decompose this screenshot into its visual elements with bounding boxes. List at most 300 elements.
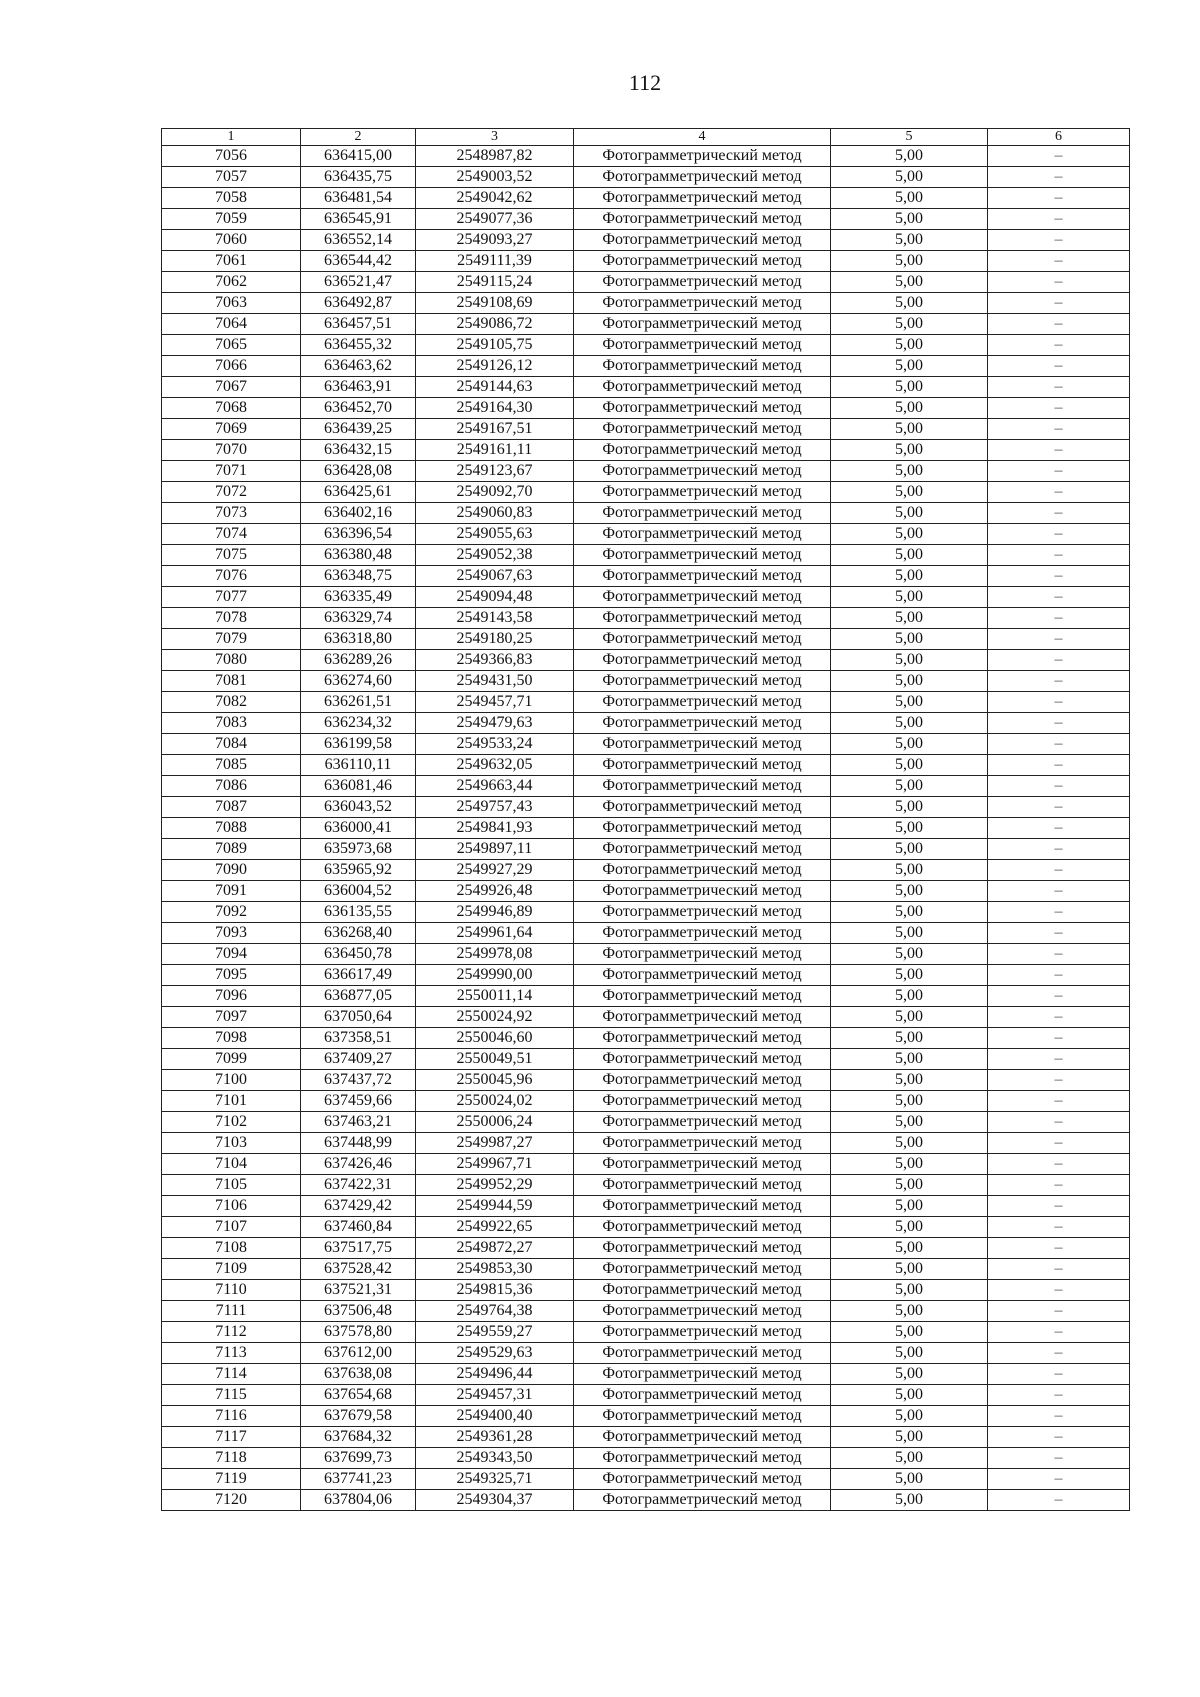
- x-coordinate-cell: 636234,32: [301, 713, 416, 734]
- column-header: 6: [988, 129, 1130, 146]
- point-number-cell: 7104: [162, 1154, 301, 1175]
- table-row: [162, 713, 1130, 734]
- note-cell: –: [988, 734, 1130, 755]
- accuracy-cell: 5,00: [831, 881, 988, 902]
- point-number-cell: 7093: [162, 923, 301, 944]
- note-cell: –: [988, 1301, 1130, 1322]
- point-number-cell: 7069: [162, 419, 301, 440]
- table-row: [162, 629, 1130, 650]
- x-coordinate-cell: 636135,55: [301, 902, 416, 923]
- method-cell: Фотограмметрический метод: [574, 1280, 831, 1301]
- table-row: [162, 566, 1130, 587]
- point-number-cell: 7067: [162, 377, 301, 398]
- note-cell: –: [988, 1343, 1130, 1364]
- method-cell: Фотограмметрический метод: [574, 482, 831, 503]
- method-cell: Фотограмметрический метод: [574, 146, 831, 167]
- y-coordinate-cell: 2549431,50: [416, 671, 574, 692]
- x-coordinate-cell: 637429,42: [301, 1196, 416, 1217]
- x-coordinate-cell: 637422,31: [301, 1175, 416, 1196]
- accuracy-cell: 5,00: [831, 440, 988, 461]
- table-row: [162, 1028, 1130, 1049]
- y-coordinate-cell: 2549343,50: [416, 1448, 574, 1469]
- point-number-cell: 7120: [162, 1490, 301, 1511]
- x-coordinate-cell: 636463,91: [301, 377, 416, 398]
- method-cell: Фотограмметрический метод: [574, 1469, 831, 1490]
- method-cell: Фотограмметрический метод: [574, 1343, 831, 1364]
- y-coordinate-cell: 2550011,14: [416, 986, 574, 1007]
- column-header: 5: [831, 129, 988, 146]
- y-coordinate-cell: 2549457,71: [416, 692, 574, 713]
- accuracy-cell: 5,00: [831, 398, 988, 419]
- accuracy-cell: 5,00: [831, 503, 988, 524]
- x-coordinate-cell: 636289,26: [301, 650, 416, 671]
- x-coordinate-cell: 636402,16: [301, 503, 416, 524]
- x-coordinate-cell: 636415,00: [301, 146, 416, 167]
- x-coordinate-cell: 636110,11: [301, 755, 416, 776]
- x-coordinate-cell: 636457,51: [301, 314, 416, 335]
- accuracy-cell: 5,00: [831, 1364, 988, 1385]
- method-cell: Фотограмметрический метод: [574, 1091, 831, 1112]
- table-row: [162, 923, 1130, 944]
- y-coordinate-cell: 2549325,71: [416, 1469, 574, 1490]
- x-coordinate-cell: 636463,62: [301, 356, 416, 377]
- method-cell: Фотограмметрический метод: [574, 629, 831, 650]
- table-row: [162, 1343, 1130, 1364]
- note-cell: –: [988, 1133, 1130, 1154]
- note-cell: –: [988, 1280, 1130, 1301]
- y-coordinate-cell: 2550006,24: [416, 1112, 574, 1133]
- note-cell: –: [988, 1175, 1130, 1196]
- point-number-cell: 7108: [162, 1238, 301, 1259]
- point-number-cell: 7097: [162, 1007, 301, 1028]
- accuracy-cell: 5,00: [831, 188, 988, 209]
- y-coordinate-cell: 2549052,38: [416, 545, 574, 566]
- note-cell: –: [988, 755, 1130, 776]
- x-coordinate-cell: 636004,52: [301, 881, 416, 902]
- y-coordinate-cell: 2549479,63: [416, 713, 574, 734]
- point-number-cell: 7066: [162, 356, 301, 377]
- y-coordinate-cell: 2549108,69: [416, 293, 574, 314]
- y-coordinate-cell: 2549092,70: [416, 482, 574, 503]
- table-row: [162, 1091, 1130, 1112]
- table-row: [162, 251, 1130, 272]
- note-cell: –: [988, 881, 1130, 902]
- x-coordinate-cell: 636545,91: [301, 209, 416, 230]
- y-coordinate-cell: 2549632,05: [416, 755, 574, 776]
- accuracy-cell: 5,00: [831, 1007, 988, 1028]
- x-coordinate-cell: 636199,58: [301, 734, 416, 755]
- method-cell: Фотограмметрический метод: [574, 188, 831, 209]
- x-coordinate-cell: 637358,51: [301, 1028, 416, 1049]
- point-number-cell: 7074: [162, 524, 301, 545]
- x-coordinate-cell: 636452,70: [301, 398, 416, 419]
- x-coordinate-cell: 637684,32: [301, 1427, 416, 1448]
- accuracy-cell: 5,00: [831, 293, 988, 314]
- method-cell: Фотограмметрический метод: [574, 1427, 831, 1448]
- x-coordinate-cell: 636335,49: [301, 587, 416, 608]
- y-coordinate-cell: 2549055,63: [416, 524, 574, 545]
- table-row: [162, 881, 1130, 902]
- table-row: [162, 1259, 1130, 1280]
- x-coordinate-cell: 636492,87: [301, 293, 416, 314]
- point-number-cell: 7094: [162, 944, 301, 965]
- x-coordinate-cell: 636000,41: [301, 818, 416, 839]
- accuracy-cell: 5,00: [831, 986, 988, 1007]
- x-coordinate-cell: 637409,27: [301, 1049, 416, 1070]
- point-number-cell: 7092: [162, 902, 301, 923]
- note-cell: –: [988, 398, 1130, 419]
- y-coordinate-cell: 2549111,39: [416, 251, 574, 272]
- note-cell: –: [988, 1469, 1130, 1490]
- table-row: [162, 503, 1130, 524]
- point-number-cell: 7059: [162, 209, 301, 230]
- method-cell: Фотограмметрический метод: [574, 251, 831, 272]
- method-cell: Фотограмметрический метод: [574, 776, 831, 797]
- note-cell: –: [988, 1238, 1130, 1259]
- table-body: [162, 146, 1130, 1511]
- y-coordinate-cell: 2549077,36: [416, 209, 574, 230]
- note-cell: –: [988, 1112, 1130, 1133]
- table-row: [162, 671, 1130, 692]
- note-cell: –: [988, 587, 1130, 608]
- accuracy-cell: 5,00: [831, 797, 988, 818]
- note-cell: –: [988, 860, 1130, 881]
- table-row: [162, 230, 1130, 251]
- point-number-cell: 7111: [162, 1301, 301, 1322]
- accuracy-cell: 5,00: [831, 482, 988, 503]
- x-coordinate-cell: 637741,23: [301, 1469, 416, 1490]
- accuracy-cell: 5,00: [831, 1406, 988, 1427]
- y-coordinate-cell: 2549094,48: [416, 587, 574, 608]
- point-number-cell: 7114: [162, 1364, 301, 1385]
- point-number-cell: 7095: [162, 965, 301, 986]
- accuracy-cell: 5,00: [831, 818, 988, 839]
- coordinates-table: [161, 128, 1130, 1511]
- table-row: [162, 818, 1130, 839]
- method-cell: Фотограмметрический метод: [574, 797, 831, 818]
- note-cell: –: [988, 1196, 1130, 1217]
- point-number-cell: 7106: [162, 1196, 301, 1217]
- table-row: [162, 965, 1130, 986]
- method-cell: Фотограмметрический метод: [574, 1448, 831, 1469]
- table-row: [162, 797, 1130, 818]
- accuracy-cell: 5,00: [831, 167, 988, 188]
- method-cell: Фотограмметрический метод: [574, 608, 831, 629]
- y-coordinate-cell: 2549361,28: [416, 1427, 574, 1448]
- method-cell: Фотограмметрический метод: [574, 965, 831, 986]
- point-number-cell: 7117: [162, 1427, 301, 1448]
- table-row: [162, 608, 1130, 629]
- x-coordinate-cell: 636435,75: [301, 167, 416, 188]
- accuracy-cell: 5,00: [831, 902, 988, 923]
- table-row: [162, 1364, 1130, 1385]
- note-cell: –: [988, 797, 1130, 818]
- x-coordinate-cell: 636261,51: [301, 692, 416, 713]
- y-coordinate-cell: 2550049,51: [416, 1049, 574, 1070]
- y-coordinate-cell: 2549105,75: [416, 335, 574, 356]
- method-cell: Фотограмметрический метод: [574, 167, 831, 188]
- point-number-cell: 7068: [162, 398, 301, 419]
- x-coordinate-cell: 636425,61: [301, 482, 416, 503]
- method-cell: Фотограмметрический метод: [574, 461, 831, 482]
- note-cell: –: [988, 251, 1130, 272]
- note-cell: –: [988, 1448, 1130, 1469]
- x-coordinate-cell: 636329,74: [301, 608, 416, 629]
- accuracy-cell: 5,00: [831, 356, 988, 377]
- method-cell: Фотограмметрический метод: [574, 860, 831, 881]
- accuracy-cell: 5,00: [831, 776, 988, 797]
- note-cell: –: [988, 230, 1130, 251]
- note-cell: –: [988, 377, 1130, 398]
- note-cell: –: [988, 503, 1130, 524]
- x-coordinate-cell: 636348,75: [301, 566, 416, 587]
- note-cell: –: [988, 671, 1130, 692]
- point-number-cell: 7070: [162, 440, 301, 461]
- x-coordinate-cell: 636521,47: [301, 272, 416, 293]
- note-cell: –: [988, 335, 1130, 356]
- accuracy-cell: 5,00: [831, 692, 988, 713]
- y-coordinate-cell: 2549167,51: [416, 419, 574, 440]
- accuracy-cell: 5,00: [831, 671, 988, 692]
- point-number-cell: 7115: [162, 1385, 301, 1406]
- note-cell: –: [988, 986, 1130, 1007]
- accuracy-cell: 5,00: [831, 1070, 988, 1091]
- accuracy-cell: 5,00: [831, 713, 988, 734]
- y-coordinate-cell: 2549815,36: [416, 1280, 574, 1301]
- x-coordinate-cell: 636274,60: [301, 671, 416, 692]
- note-cell: –: [988, 818, 1130, 839]
- accuracy-cell: 5,00: [831, 1280, 988, 1301]
- method-cell: Фотограмметрический метод: [574, 713, 831, 734]
- note-cell: –: [988, 1322, 1130, 1343]
- table-row: [162, 461, 1130, 482]
- y-coordinate-cell: 2549757,43: [416, 797, 574, 818]
- note-cell: –: [988, 608, 1130, 629]
- table-row: [162, 692, 1130, 713]
- column-header: 3: [416, 129, 574, 146]
- y-coordinate-cell: 2549663,44: [416, 776, 574, 797]
- x-coordinate-cell: 637437,72: [301, 1070, 416, 1091]
- x-coordinate-cell: 636481,54: [301, 188, 416, 209]
- accuracy-cell: 5,00: [831, 608, 988, 629]
- y-coordinate-cell: 2549164,30: [416, 398, 574, 419]
- method-cell: Фотограмметрический метод: [574, 1385, 831, 1406]
- point-number-cell: 7099: [162, 1049, 301, 1070]
- note-cell: –: [988, 146, 1130, 167]
- note-cell: –: [988, 188, 1130, 209]
- y-coordinate-cell: 2549042,62: [416, 188, 574, 209]
- accuracy-cell: 5,00: [831, 545, 988, 566]
- point-number-cell: 7119: [162, 1469, 301, 1490]
- note-cell: –: [988, 923, 1130, 944]
- column-header: 1: [162, 129, 301, 146]
- point-number-cell: 7064: [162, 314, 301, 335]
- x-coordinate-cell: 637459,66: [301, 1091, 416, 1112]
- note-cell: –: [988, 1364, 1130, 1385]
- accuracy-cell: 5,00: [831, 839, 988, 860]
- accuracy-cell: 5,00: [831, 1469, 988, 1490]
- table-row: [162, 167, 1130, 188]
- x-coordinate-cell: 636043,52: [301, 797, 416, 818]
- point-number-cell: 7109: [162, 1259, 301, 1280]
- accuracy-cell: 5,00: [831, 965, 988, 986]
- y-coordinate-cell: 2548987,82: [416, 146, 574, 167]
- y-coordinate-cell: 2549764,38: [416, 1301, 574, 1322]
- table-row: [162, 1448, 1130, 1469]
- method-cell: Фотограмметрический метод: [574, 902, 831, 923]
- accuracy-cell: 5,00: [831, 1448, 988, 1469]
- table-row: [162, 335, 1130, 356]
- accuracy-cell: 5,00: [831, 1301, 988, 1322]
- note-cell: –: [988, 1007, 1130, 1028]
- x-coordinate-cell: 636617,49: [301, 965, 416, 986]
- note-cell: –: [988, 902, 1130, 923]
- table-row: [162, 377, 1130, 398]
- point-number-cell: 7091: [162, 881, 301, 902]
- table-row: [162, 272, 1130, 293]
- method-cell: Фотограмметрический метод: [574, 1490, 831, 1511]
- y-coordinate-cell: 2549967,71: [416, 1154, 574, 1175]
- x-coordinate-cell: 637517,75: [301, 1238, 416, 1259]
- accuracy-cell: 5,00: [831, 1322, 988, 1343]
- accuracy-cell: 5,00: [831, 272, 988, 293]
- table-row: [162, 860, 1130, 881]
- note-cell: –: [988, 1427, 1130, 1448]
- method-cell: Фотограмметрический метод: [574, 314, 831, 335]
- page-number: 112: [628, 70, 662, 95]
- accuracy-cell: 5,00: [831, 377, 988, 398]
- method-cell: Фотограмметрический метод: [574, 1322, 831, 1343]
- x-coordinate-cell: 636428,08: [301, 461, 416, 482]
- point-number-cell: 7118: [162, 1448, 301, 1469]
- method-cell: Фотограмметрический метод: [574, 818, 831, 839]
- table-row: [162, 146, 1130, 167]
- accuracy-cell: 5,00: [831, 251, 988, 272]
- table-row: [162, 1490, 1130, 1511]
- point-number-cell: 7072: [162, 482, 301, 503]
- point-number-cell: 7087: [162, 797, 301, 818]
- point-number-cell: 7078: [162, 608, 301, 629]
- note-cell: –: [988, 1070, 1130, 1091]
- method-cell: Фотограмметрический метод: [574, 440, 831, 461]
- y-coordinate-cell: 2549180,25: [416, 629, 574, 650]
- table-row: [162, 839, 1130, 860]
- point-number-cell: 7065: [162, 335, 301, 356]
- x-coordinate-cell: 637050,64: [301, 1007, 416, 1028]
- y-coordinate-cell: 2549952,29: [416, 1175, 574, 1196]
- accuracy-cell: 5,00: [831, 755, 988, 776]
- point-number-cell: 7058: [162, 188, 301, 209]
- method-cell: Фотограмметрический метод: [574, 419, 831, 440]
- method-cell: Фотограмметрический метод: [574, 1028, 831, 1049]
- point-number-cell: 7071: [162, 461, 301, 482]
- point-number-cell: 7112: [162, 1322, 301, 1343]
- y-coordinate-cell: 2549987,27: [416, 1133, 574, 1154]
- note-cell: –: [988, 1385, 1130, 1406]
- method-cell: Фотограмметрический метод: [574, 734, 831, 755]
- method-cell: Фотограмметрический метод: [574, 1112, 831, 1133]
- table-row: [162, 1406, 1130, 1427]
- point-number-cell: 7110: [162, 1280, 301, 1301]
- x-coordinate-cell: 637460,84: [301, 1217, 416, 1238]
- x-coordinate-cell: 637506,48: [301, 1301, 416, 1322]
- point-number-cell: 7083: [162, 713, 301, 734]
- x-coordinate-cell: 637679,58: [301, 1406, 416, 1427]
- note-cell: –: [988, 1049, 1130, 1070]
- point-number-cell: 7084: [162, 734, 301, 755]
- note-cell: –: [988, 440, 1130, 461]
- x-coordinate-cell: 637448,99: [301, 1133, 416, 1154]
- table-row: [162, 524, 1130, 545]
- note-cell: –: [988, 839, 1130, 860]
- y-coordinate-cell: 2549927,29: [416, 860, 574, 881]
- point-number-cell: 7056: [162, 146, 301, 167]
- y-coordinate-cell: 2549115,24: [416, 272, 574, 293]
- method-cell: Фотограмметрический метод: [574, 1196, 831, 1217]
- accuracy-cell: 5,00: [831, 1091, 988, 1112]
- method-cell: Фотограмметрический метод: [574, 230, 831, 251]
- accuracy-cell: 5,00: [831, 1427, 988, 1448]
- y-coordinate-cell: 2549123,67: [416, 461, 574, 482]
- point-number-cell: 7096: [162, 986, 301, 1007]
- method-cell: Фотограмметрический метод: [574, 524, 831, 545]
- method-cell: Фотограмметрический метод: [574, 1364, 831, 1385]
- note-cell: –: [988, 524, 1130, 545]
- point-number-cell: 7057: [162, 167, 301, 188]
- accuracy-cell: 5,00: [831, 944, 988, 965]
- point-number-cell: 7060: [162, 230, 301, 251]
- point-number-cell: 7089: [162, 839, 301, 860]
- note-cell: –: [988, 713, 1130, 734]
- y-coordinate-cell: 2549978,08: [416, 944, 574, 965]
- table-row: [162, 545, 1130, 566]
- accuracy-cell: 5,00: [831, 1217, 988, 1238]
- accuracy-cell: 5,00: [831, 209, 988, 230]
- accuracy-cell: 5,00: [831, 1133, 988, 1154]
- table-row: [162, 1469, 1130, 1490]
- point-number-cell: 7061: [162, 251, 301, 272]
- table-row: [162, 1196, 1130, 1217]
- note-cell: –: [988, 692, 1130, 713]
- point-number-cell: 7086: [162, 776, 301, 797]
- accuracy-cell: 5,00: [831, 1385, 988, 1406]
- point-number-cell: 7098: [162, 1028, 301, 1049]
- y-coordinate-cell: 2549400,40: [416, 1406, 574, 1427]
- table-row: [162, 986, 1130, 1007]
- method-cell: Фотограмметрический метод: [574, 356, 831, 377]
- x-coordinate-cell: 636396,54: [301, 524, 416, 545]
- method-cell: Фотограмметрический метод: [574, 587, 831, 608]
- method-cell: Фотограмметрический метод: [574, 839, 831, 860]
- x-coordinate-cell: 637654,68: [301, 1385, 416, 1406]
- table-row: [162, 1154, 1130, 1175]
- method-cell: Фотограмметрический метод: [574, 944, 831, 965]
- table-row: [162, 1280, 1130, 1301]
- x-coordinate-cell: 636552,14: [301, 230, 416, 251]
- note-cell: –: [988, 167, 1130, 188]
- point-number-cell: 7077: [162, 587, 301, 608]
- point-number-cell: 7103: [162, 1133, 301, 1154]
- method-cell: Фотограмметрический метод: [574, 923, 831, 944]
- accuracy-cell: 5,00: [831, 1259, 988, 1280]
- accuracy-cell: 5,00: [831, 860, 988, 881]
- point-number-cell: 7085: [162, 755, 301, 776]
- method-cell: Фотограмметрический метод: [574, 272, 831, 293]
- point-number-cell: 7073: [162, 503, 301, 524]
- x-coordinate-cell: 636877,05: [301, 986, 416, 1007]
- method-cell: Фотограмметрический метод: [574, 650, 831, 671]
- method-cell: Фотограмметрический метод: [574, 1238, 831, 1259]
